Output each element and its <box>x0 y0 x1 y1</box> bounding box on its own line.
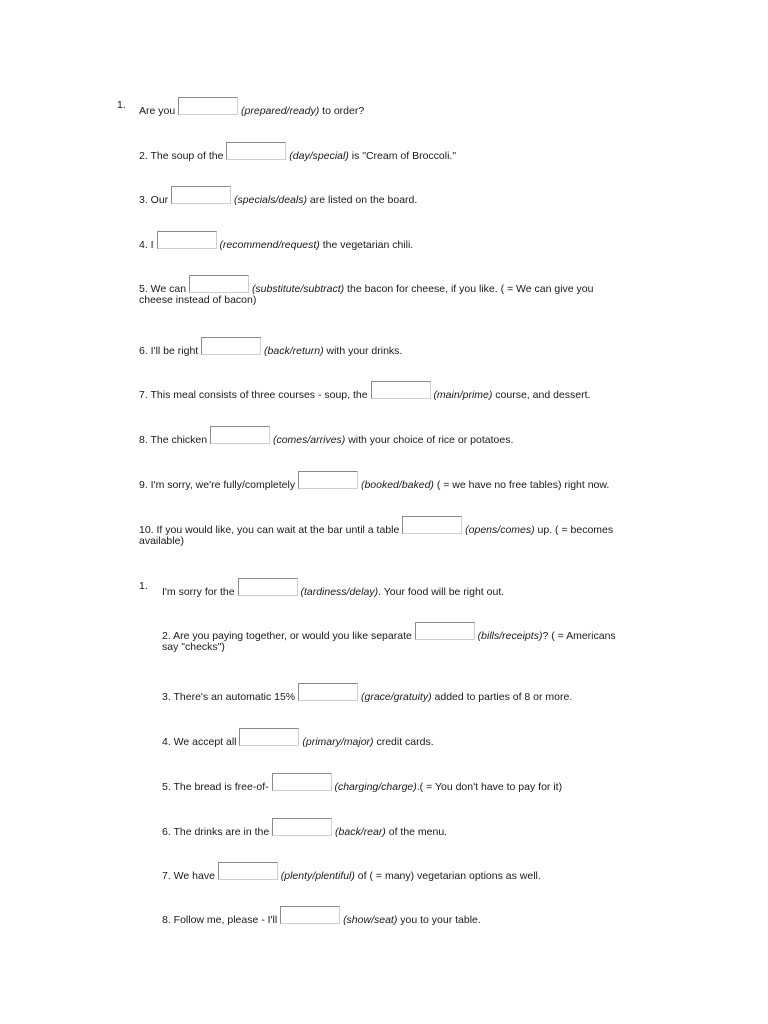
question-text-end: of the menu. <box>385 826 448 838</box>
question-text: I'm sorry for the <box>162 586 235 598</box>
question-text-end: credit cards. <box>373 736 434 748</box>
answer-input[interactable] <box>218 862 278 880</box>
question-continuation: cheese instead of bacon) <box>139 294 257 306</box>
answer-options: (specials/deals) <box>234 194 307 206</box>
answer-input[interactable] <box>298 683 358 701</box>
answer-options: (plenty/plentiful) <box>280 870 355 882</box>
answer-input[interactable] <box>272 773 332 791</box>
question-continuation: available) <box>139 535 184 547</box>
answer-input[interactable] <box>402 516 462 534</box>
question-text-end: .( = You don't have to pay for it) <box>416 781 563 793</box>
question-text-end: are listed on the board. <box>306 194 418 206</box>
question-number: 1. <box>117 99 126 111</box>
answer-input[interactable] <box>157 231 217 249</box>
question-text-end: ? ( = Americans <box>542 630 616 642</box>
answer-options: (recommend/request) <box>219 239 320 251</box>
question-text: 7. We have <box>162 870 215 882</box>
answer-input[interactable] <box>201 337 261 355</box>
question-number: 1. <box>139 580 148 592</box>
answer-options: (prepared/ready) <box>241 105 320 117</box>
question-text-end: of ( = many) vegetarian options as well. <box>354 870 541 882</box>
answer-input[interactable] <box>298 471 358 489</box>
answer-input[interactable] <box>238 578 298 596</box>
answer-input[interactable] <box>189 275 249 293</box>
question-text-end: up. ( = becomes <box>534 524 614 536</box>
answer-options: (bills/receipts) <box>477 630 543 642</box>
question-text-end: ( = we have no free tables) right now. <box>433 479 610 491</box>
question-text: Are you <box>139 105 176 117</box>
answer-options: (show/seat) <box>343 914 398 926</box>
question-text-end: . Your food will be right out. <box>378 586 505 598</box>
answer-input[interactable] <box>371 381 431 399</box>
answer-input[interactable] <box>178 97 238 115</box>
question-text: 5. We can <box>139 283 187 295</box>
question-text: 7. This meal consists of three courses - soup, the <box>139 389 368 401</box>
question-text: 4. I <box>139 239 154 251</box>
question-text: 8. The chicken <box>139 434 208 446</box>
question-text-end: with your choice of rice or potatoes. <box>345 434 514 446</box>
answer-input[interactable] <box>171 186 231 204</box>
answer-options: (back/rear) <box>335 826 386 838</box>
answer-options: (charging/charge) <box>334 781 417 793</box>
question-text: 10. If you would like, you can wait at the bar until a table <box>139 524 400 536</box>
question-text: 5. The bread is free-of- <box>162 781 269 793</box>
question-text-end: added to parties of 8 or more. <box>431 691 573 703</box>
answer-input[interactable] <box>226 142 286 160</box>
answer-input[interactable] <box>272 818 332 836</box>
answer-input[interactable] <box>210 426 270 444</box>
question-text-end: you to your table. <box>397 914 481 926</box>
answer-options: (primary/major) <box>302 736 374 748</box>
answer-options: (tardiness/delay) <box>300 586 379 598</box>
answer-options: (booked/baked) <box>360 479 434 491</box>
answer-options: (back/return) <box>264 345 324 357</box>
answer-options: (comes/arrives) <box>272 434 346 446</box>
answer-input[interactable] <box>415 622 475 640</box>
question-text: 3. There's an automatic 15% <box>162 691 296 703</box>
question-text: 9. I'm sorry, we're fully/completely <box>139 479 296 491</box>
question-text-end: with your drinks. <box>323 345 403 357</box>
question-text: 3. Our <box>139 194 169 206</box>
question-text: 8. Follow me, please - I'll <box>162 914 278 926</box>
question-text-end: the vegetarian chili. <box>319 239 414 251</box>
answer-options: (day/special) <box>289 150 349 162</box>
question-text-end: to order? <box>319 105 365 117</box>
answer-options: (grace/gratuity) <box>360 691 432 703</box>
question-text-end: course, and dessert. <box>492 389 591 401</box>
answer-options: (substitute/subtract) <box>251 283 345 295</box>
question-text: 4. We accept all <box>162 736 237 748</box>
question-text: 6. The drinks are in the <box>162 826 270 838</box>
question-text: 6. I'll be right <box>139 345 199 357</box>
question-continuation: say "checks") <box>162 641 225 653</box>
question-text: 2. The soup of the <box>139 150 224 162</box>
question-text-end: the bacon for cheese, if you like. ( = We can give you <box>344 283 594 295</box>
question-text: 2. Are you paying together, or would you like separate <box>162 630 412 642</box>
answer-input[interactable] <box>239 728 299 746</box>
answer-options: (opens/comes) <box>465 524 535 536</box>
answer-options: (main/prime) <box>433 389 493 401</box>
question-text-end: is "Cream of Broccoli." <box>348 150 457 162</box>
answer-input[interactable] <box>280 906 340 924</box>
